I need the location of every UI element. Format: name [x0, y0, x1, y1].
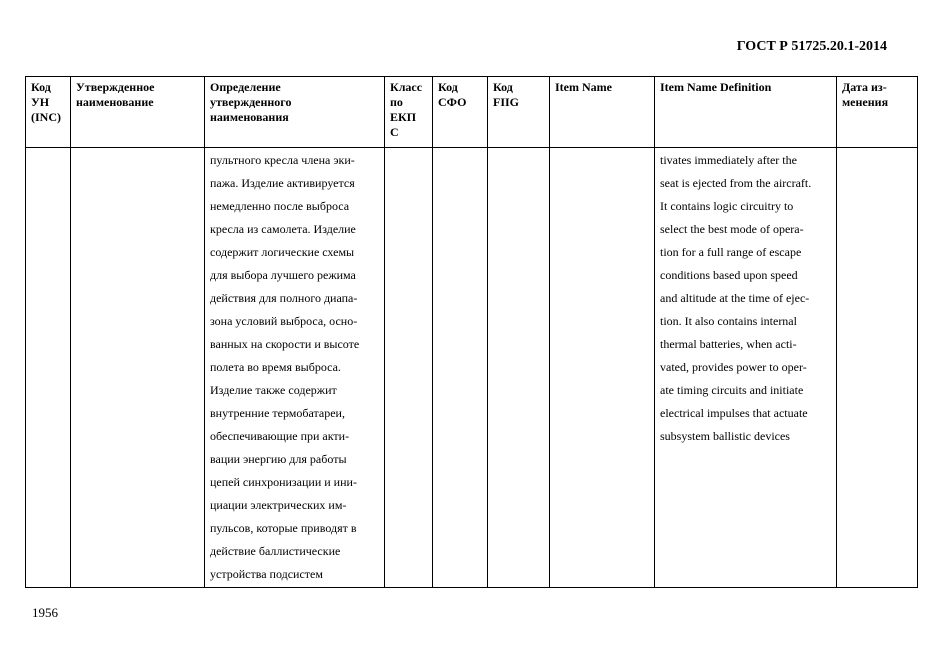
text-line: циации электрических им- [210, 498, 347, 512]
text-line: пажа. Изделие активируется [210, 176, 355, 190]
col-header-sfo: Код СФО [433, 77, 488, 148]
text-line: цепей синхронизации и ини- [210, 475, 357, 489]
text-line: thermal batteries, when acti- [660, 337, 797, 351]
col-header-definition: Определение утвержденного наименования [205, 77, 385, 148]
document-code: ГОСТ Р 51725.20.1-2014 [736, 39, 887, 54]
col-header-item-name: Item Name [550, 77, 655, 148]
cell-change-date [837, 148, 918, 588]
text-line: зона условий выброса, осно- [210, 314, 358, 328]
text-line: вации энергию для работы [210, 452, 347, 466]
text-line: действия для полного диапа- [210, 291, 358, 305]
text-line: содержит логические схемы [210, 245, 355, 259]
col-header-approved-name: Утвержденное наименование [71, 77, 205, 148]
text-line: для выбора лучшего режима [210, 268, 356, 282]
text-line: немедленно после выброса [210, 199, 350, 213]
text-line: conditions based upon speed [660, 268, 798, 282]
text-line: пультного кресла члена эки- [210, 153, 355, 167]
text-line: tivates immediately after the [660, 153, 797, 167]
cell-sfo [433, 148, 488, 588]
text-line: vated, provides power to oper- [660, 360, 807, 374]
text-line: electrical impulses that actuate [660, 406, 808, 420]
cell-approved-name [71, 148, 205, 588]
col-header-item-name-definition: Item Name Definition [655, 77, 837, 148]
text-line: seat is ejected from the aircraft. [660, 176, 812, 190]
text-line: полета во время выброса. [210, 360, 341, 374]
col-header-change-date: Дата из-менения [837, 77, 918, 148]
cell-inc [26, 148, 71, 588]
cell-item-name [550, 148, 655, 588]
text-line: обеспечивающие при акти- [210, 429, 350, 443]
cell-definition-ru [205, 148, 385, 588]
col-header-fiig: Код FIIG [488, 77, 550, 148]
text-line: Изделие также содержит [210, 383, 337, 397]
cell-fiig [488, 148, 550, 588]
col-header-class: Класс по ЕКП С [385, 77, 433, 148]
cell-class [385, 148, 433, 588]
table-row [26, 148, 918, 588]
text-line: subsystem ballistic devices [660, 429, 790, 443]
text-line: tion for a full range of escape [660, 245, 802, 259]
text-line: ванных на скорости и высоте [210, 337, 360, 351]
cell-definition-en [655, 148, 837, 588]
text-line: действие баллистические [210, 544, 341, 558]
page-number: 1956 [32, 605, 58, 620]
text-line: кресла из самолета. Изделие [210, 222, 356, 236]
header-row [26, 77, 918, 148]
text-line: and altitude at the time of ejec- [660, 291, 810, 305]
col-header-inc: Код УН (INC) [26, 77, 71, 148]
text-line: внутренние термобатареи, [210, 406, 345, 420]
text-line: It contains logic circuitry to [660, 199, 794, 213]
gost-table [25, 76, 918, 588]
text-line: tion. It also contains internal [660, 314, 797, 328]
text-line: устройства подсистем [210, 567, 323, 581]
text-line: пульсов, которые приводят в [210, 521, 357, 535]
text-line: ate timing circuits and initiate [660, 383, 804, 397]
text-line: select the best mode of opera- [660, 222, 804, 236]
